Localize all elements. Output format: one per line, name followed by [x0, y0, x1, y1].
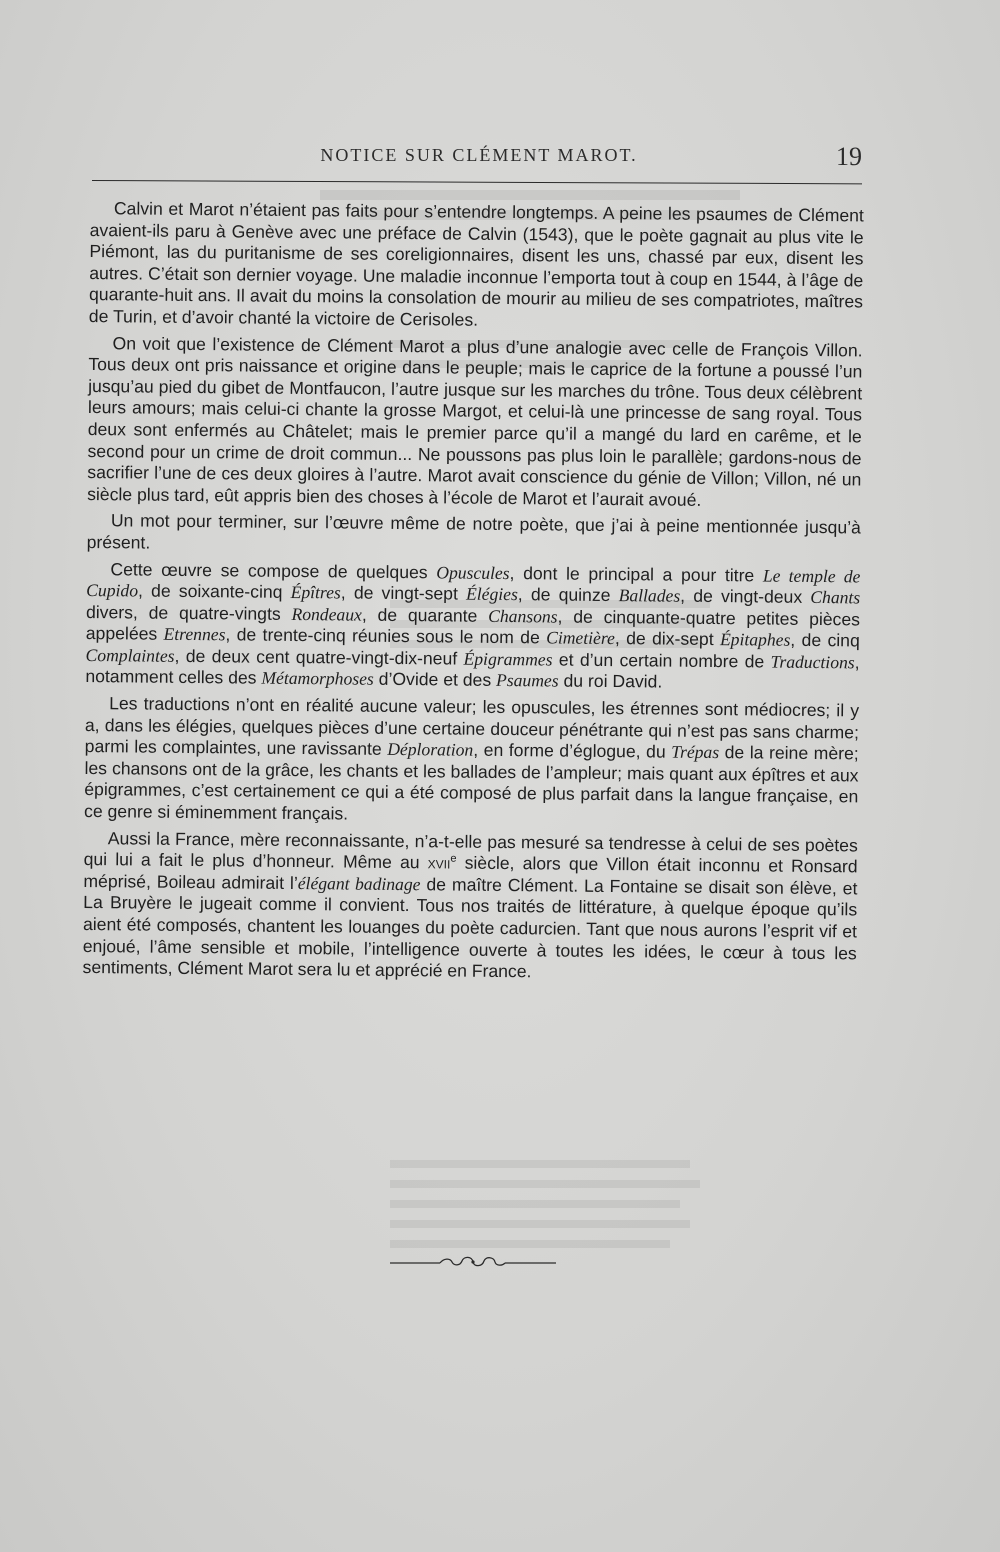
text-run: , en forme d’églogue, du [473, 739, 672, 762]
italic-title: Déploration [387, 739, 474, 760]
text-run: , de quinze [517, 584, 619, 606]
paragraph [85, 558, 860, 695]
text-run: , de cinquante-quatre petites pièces appelées [85, 606, 861, 645]
text-run: du roi David. [558, 670, 663, 692]
text-run: , de quarante [361, 604, 489, 626]
text-run: et d’un certain nombre de [552, 649, 771, 672]
text-run: Aussi la France, mère reconnaissante, n’a-t-elle pas mesuré sa tendresse à celui de ses poètes qui lui a fait le plus d’honneur. Même au [83, 827, 858, 873]
century-numeral: xvii [427, 852, 451, 873]
body-text [82, 198, 864, 991]
text-run: de la reine mère; les chansons ont de la grâce, les chants et les ballades de l’ampleur; mais quant aux épîtres et aux épigrammes, c’est certainement ce qui a été composé de plus parfait dans la langue française, en ce genre si éminemment français. [84, 742, 859, 824]
text-run: , notamment celles des [85, 652, 860, 689]
italic-title: Etrennes [163, 624, 226, 645]
italic-title: Métamorphoses [261, 668, 374, 690]
italic-title: Opuscules [436, 561, 510, 583]
italic-title: élégant badinage [297, 872, 421, 895]
running-header [90, 142, 868, 175]
italic-title: Épigrammes [463, 648, 553, 670]
text-run: , de dix-sept [614, 628, 721, 650]
text-run: Les traductions n’ont en réalité aucune valeur; les opuscules, les étrennes sont médiocres; il y a, dans les élégies, quelques pièces d’une certaine douceur pénétrante qui n’est pas sans charme; parmi les complaintes, une ravissante [84, 693, 860, 760]
paragraph [83, 828, 858, 987]
running-title: NOTICE SUR CLÉMENT MAROT. [320, 145, 638, 165]
text-run: de maître Clément. La Fontaine se disait son élève, et La Bruyère le jugeait comme il convient. Tous nos traités de littérature, à quelque époque qu’ils aient été composés, chantent les louanges du poète cadurcien. Tant que nous aurons l’esprit vif et enjoué, l’âme sensible et mobile, l’intelligence ouverte à toutes les idées, le cœur à tous les sentiments, Clément Marot sera lu et apprécié en France. [82, 874, 858, 982]
text-run: , de cinq [790, 630, 860, 651]
italic-title: Épîtres [290, 582, 341, 603]
italic-title: Traductions [770, 651, 855, 673]
italic-title: Psaumes [495, 670, 559, 691]
italic-title: Chants [810, 587, 861, 608]
text-run: , de deux cent quatre-vingt-dix-neuf [174, 645, 464, 669]
italic-title: Élégies [465, 583, 518, 605]
tailpiece-flourish-icon [388, 1252, 558, 1272]
text-run: , de vingt-deux [680, 585, 811, 608]
text-run: , de soixante-cinq [137, 580, 291, 603]
paragraph [87, 333, 863, 513]
text-run: divers, de quatre-vingts [85, 601, 292, 624]
header-rule [92, 180, 862, 184]
text-run: Cette œuvre se compose de quelques [110, 558, 437, 582]
superscript: e [450, 852, 457, 865]
italic-title: Ballades [618, 585, 681, 606]
page-number: 19 [836, 142, 862, 171]
italic-title: Trépas [671, 741, 720, 763]
text-run: , dont le principal a pour titre [509, 562, 764, 585]
text-run: Calvin et Marot n’étaient pas faits pour s’entendre longtemps. A peine les psaumes de Clément avaient-ils paru à Genève avec une préface de Calvin (1543), que le poète gagnait au plus vite le Piémont, las du puritanisme de ses coreligionnaires, disent les uns, chassé par eux, disent les autres. C’était son dernier voyage. Une maladie inconnue l’emporta tout à coup en 1544, à l’âge de quarante-huit ans. Il avait du moins la consolation de mourir au milieu de ses compatriotes, maîtres de Turin, et d’avoir chanté la victoire de Cerisoles. [88, 198, 864, 330]
paragraph [84, 693, 859, 830]
text-run: On voit que l’existence de Clément Marot a plus d’une analogie avec celle de François Villon. Tous deux ont pris naissance et origine dans le peuple; mais le caprice de la fortune a poussé l’un jusqu’au pied du gibet de Montfaucon, l’autre jusque sur les marches du trône. Tous deux célèbrent leurs amours; mais celui-ci chante la grosse Margot, et celui-là une princesse de sang royal. Tous deux sont enfermés au Châtelet; mais le premier parce qu’il a mangé du lard en carême, et le second pour un crime de droit commun... Ne poussons pas plus loin le parallèle; gardons-nous de sacrifier l’une de ces deux gloires à l’autre. Marot avait conscience du génie de Villon; Villon, né un siècle plus tard, eût appris bien des choses à l’école de Marot et l’aurait avoué. [87, 332, 863, 510]
text-run: siècle, alors que Villon était inconnu et Ronsard méprisé, Boileau admirait l’ [83, 852, 858, 893]
italic-title: Chansons [488, 605, 558, 627]
text-run: , de vingt-sept [340, 582, 467, 604]
paragraph [89, 198, 864, 335]
paragraph [87, 510, 861, 561]
italic-title: Épitaphes [719, 629, 791, 651]
italic-title: Cimetière [546, 627, 615, 649]
text-run: , de trente-cinq réunies sous le nom de [225, 624, 547, 648]
italic-title: Le temple de Cupido [86, 564, 861, 601]
italic-title: Complaintes [85, 644, 175, 666]
text-run: d’Ovide et des [373, 669, 497, 691]
text-run: Un mot pour terminer, sur l’œuvre même de notre poète, que j’ai à peine mentionnée jusqu’à présent. [86, 510, 861, 553]
italic-title: Rondeaux [291, 603, 362, 625]
